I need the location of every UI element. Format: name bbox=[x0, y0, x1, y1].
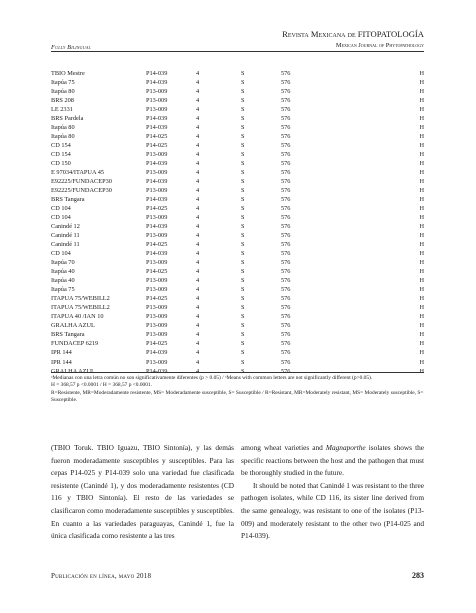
score-cell: 4 bbox=[196, 196, 200, 204]
table-row bbox=[51, 114, 424, 123]
variety-cell: Itapúa 80 bbox=[51, 124, 75, 132]
group-cell: H bbox=[419, 313, 424, 321]
h-statistic-cell: 576 bbox=[281, 124, 291, 132]
isolate-cell: P13-009 bbox=[146, 322, 168, 330]
table-note: H = 368,57 p <0.0001 / H = 368,57 p <0.0001. bbox=[51, 382, 152, 389]
reaction-cell: S bbox=[241, 169, 245, 177]
reaction-cell: S bbox=[241, 295, 245, 303]
isolate-cell: P14-039 bbox=[146, 367, 168, 375]
table-row bbox=[51, 276, 424, 285]
table-row bbox=[51, 240, 424, 249]
score-cell: 4 bbox=[196, 97, 200, 105]
variety-cell: BRS Tangara bbox=[51, 196, 85, 204]
group-cell: H bbox=[419, 151, 424, 159]
variety-cell: BRS Tangara bbox=[51, 331, 85, 339]
score-cell: 4 bbox=[196, 205, 200, 213]
isolate-cell: P14-039 bbox=[146, 70, 168, 77]
variety-cell: ITAPUA 75/WEBILL2 bbox=[51, 295, 110, 303]
isolate-cell: P13-009 bbox=[146, 187, 168, 195]
variety-cell: Itapúa 75 bbox=[51, 286, 75, 294]
body-column-left bbox=[51, 442, 234, 543]
paragraph bbox=[241, 442, 424, 480]
score-cell: 4 bbox=[196, 160, 200, 168]
h-statistic-cell: 576 bbox=[281, 295, 291, 303]
variety-cell: CD 104 bbox=[51, 250, 71, 258]
score-cell: 4 bbox=[196, 124, 200, 132]
reaction-cell: S bbox=[241, 268, 245, 276]
variety-cell: E92225/FUNDACEP30 bbox=[51, 187, 112, 195]
reaction-cell: S bbox=[241, 124, 245, 132]
table-notes bbox=[51, 375, 424, 405]
reaction-cell: S bbox=[241, 367, 245, 375]
table-row bbox=[51, 195, 424, 204]
reaction-cell: S bbox=[241, 196, 245, 204]
table-row bbox=[51, 87, 424, 96]
isolate-cell: P14-039 bbox=[146, 124, 168, 132]
table-row bbox=[51, 312, 424, 321]
score-cell: 4 bbox=[196, 232, 200, 240]
h-statistic-cell: 576 bbox=[281, 358, 291, 366]
variety-cell: TBIO Mestre bbox=[51, 70, 85, 77]
isolate-cell: P14-039 bbox=[146, 349, 168, 357]
variety-cell: IPR 144 bbox=[51, 358, 72, 366]
isolate-cell: P13-009 bbox=[146, 286, 168, 294]
reaction-cell: S bbox=[241, 313, 245, 321]
h-statistic-cell: 576 bbox=[281, 349, 291, 357]
group-cell: H bbox=[419, 259, 424, 267]
variety-cell: LE 2331 bbox=[51, 106, 73, 114]
variety-cell: Itapúa 40 bbox=[51, 268, 75, 276]
body-column-right bbox=[241, 442, 424, 543]
variety-cell: FUNDACEP 6219 bbox=[51, 340, 99, 348]
table-row bbox=[51, 168, 424, 177]
table-row bbox=[51, 204, 424, 213]
h-statistic-cell: 576 bbox=[281, 250, 291, 258]
table-row bbox=[51, 339, 424, 348]
h-statistic-cell: 576 bbox=[281, 331, 291, 339]
isolate-cell: P14-025 bbox=[146, 205, 168, 213]
h-statistic-cell: 576 bbox=[281, 88, 291, 96]
score-cell: 4 bbox=[196, 133, 200, 141]
reaction-cell: S bbox=[241, 115, 245, 123]
table-row bbox=[51, 186, 424, 195]
isolate-cell: P14-025 bbox=[146, 340, 168, 348]
score-cell: 4 bbox=[196, 88, 200, 96]
group-cell: H bbox=[419, 169, 424, 177]
variety-cell: Itapúa 40 bbox=[51, 277, 75, 285]
score-cell: 4 bbox=[196, 259, 200, 267]
group-cell: H bbox=[419, 160, 424, 168]
table-row bbox=[51, 348, 424, 357]
reaction-cell: S bbox=[241, 277, 245, 285]
isolate-cell: P14-025 bbox=[146, 295, 168, 303]
group-cell: H bbox=[419, 232, 424, 240]
h-statistic-cell: 576 bbox=[281, 205, 291, 213]
variety-cell: BRS Pardela bbox=[51, 115, 84, 123]
group-cell: H bbox=[419, 367, 424, 375]
table-row bbox=[51, 105, 424, 114]
isolate-cell: P14-025 bbox=[146, 133, 168, 141]
table-row bbox=[51, 132, 424, 141]
h-statistic-cell: 576 bbox=[281, 340, 291, 348]
table-row bbox=[51, 150, 424, 159]
score-cell: 4 bbox=[196, 340, 200, 348]
isolate-cell: P14-039 bbox=[146, 250, 168, 258]
h-statistic-cell: 576 bbox=[281, 259, 291, 267]
h-statistic-cell: 576 bbox=[281, 322, 291, 330]
score-cell: 4 bbox=[196, 115, 200, 123]
variety-cell: GRALHA AZUL bbox=[51, 322, 95, 330]
group-cell: H bbox=[419, 358, 424, 366]
table-row bbox=[51, 267, 424, 276]
reaction-cell: S bbox=[241, 205, 245, 213]
species-name: Magnaporthe bbox=[325, 443, 366, 452]
variety-cell: Canindé 12 bbox=[51, 223, 80, 231]
variety-cell: Itapúa 75 bbox=[51, 79, 75, 87]
group-cell: H bbox=[419, 349, 424, 357]
variety-cell: CD 150 bbox=[51, 160, 71, 168]
variety-cell: E92225/FUNDACEP30 bbox=[51, 178, 112, 186]
reaction-cell: S bbox=[241, 232, 245, 240]
table-row bbox=[51, 123, 424, 132]
group-cell: H bbox=[419, 295, 424, 303]
variety-cell: Canindé 11 bbox=[51, 232, 80, 240]
variety-cell: Itapúa 70 bbox=[51, 259, 75, 267]
table-row bbox=[51, 231, 424, 240]
variety-cell: CD 154 bbox=[51, 151, 71, 159]
table-row bbox=[51, 321, 424, 330]
group-cell: H bbox=[419, 106, 424, 114]
table-row bbox=[51, 159, 424, 168]
group-cell: H bbox=[419, 187, 424, 195]
table-note: ᵃMedianas con una letra común no son significativamente diferentes (p > 0.05) / ᵃMeans with common letters are not significantly different (p>0.05). bbox=[51, 375, 373, 381]
variety-cell: GRALHA AZUL bbox=[51, 367, 95, 375]
isolate-cell: P14-039 bbox=[146, 223, 168, 231]
results-table-body bbox=[51, 69, 424, 376]
journal-title-english: Mexican Journal of Phytopathology bbox=[335, 42, 424, 49]
score-cell: 4 bbox=[196, 187, 200, 195]
h-statistic-cell: 576 bbox=[281, 277, 291, 285]
score-cell: 4 bbox=[196, 277, 200, 285]
header-rule bbox=[51, 51, 424, 52]
table-row bbox=[51, 358, 424, 367]
h-statistic-cell: 576 bbox=[281, 70, 291, 77]
group-cell: H bbox=[419, 286, 424, 294]
group-cell: H bbox=[419, 97, 424, 105]
isolate-cell: P13-009 bbox=[146, 259, 168, 267]
page-number: 283 bbox=[412, 571, 424, 580]
reaction-cell: S bbox=[241, 304, 245, 312]
table-row bbox=[51, 294, 424, 303]
h-statistic-cell: 576 bbox=[281, 142, 291, 150]
h-statistic-cell: 576 bbox=[281, 151, 291, 159]
h-statistic-cell: 576 bbox=[281, 286, 291, 294]
h-statistic-cell: 576 bbox=[281, 79, 291, 87]
isolate-cell: P13-009 bbox=[146, 151, 168, 159]
group-cell: H bbox=[419, 88, 424, 96]
variety-cell: ITAPUA 40 /IAN 10 bbox=[51, 313, 104, 321]
group-cell: H bbox=[419, 124, 424, 132]
reaction-cell: S bbox=[241, 151, 245, 159]
h-statistic-cell: 576 bbox=[281, 178, 291, 186]
h-statistic-cell: 576 bbox=[281, 214, 291, 222]
reaction-cell: S bbox=[241, 142, 245, 150]
score-cell: 4 bbox=[196, 214, 200, 222]
table-row bbox=[51, 213, 424, 222]
variety-cell: CD 154 bbox=[51, 142, 71, 150]
table-row bbox=[51, 258, 424, 267]
h-statistic-cell: 576 bbox=[281, 106, 291, 114]
isolate-cell: P14-039 bbox=[146, 160, 168, 168]
table-row bbox=[51, 141, 424, 150]
score-cell: 4 bbox=[196, 313, 200, 321]
group-cell: H bbox=[419, 70, 424, 77]
reaction-cell: S bbox=[241, 70, 245, 77]
variety-cell: Canindé 11 bbox=[51, 241, 80, 249]
table-bottom-rule bbox=[51, 372, 424, 373]
h-statistic-cell: 576 bbox=[281, 367, 291, 375]
group-cell: H bbox=[419, 196, 424, 204]
h-statistic-cell: 576 bbox=[281, 232, 291, 240]
reaction-cell: S bbox=[241, 241, 245, 249]
reaction-cell: S bbox=[241, 223, 245, 231]
reaction-cell: S bbox=[241, 160, 245, 168]
table-row bbox=[51, 78, 424, 87]
group-cell: H bbox=[419, 322, 424, 330]
score-cell: 4 bbox=[196, 322, 200, 330]
h-statistic-cell: 576 bbox=[281, 115, 291, 123]
isolate-cell: P13-009 bbox=[146, 106, 168, 114]
h-statistic-cell: 576 bbox=[281, 196, 291, 204]
h-statistic-cell: 576 bbox=[281, 268, 291, 276]
isolate-cell: P13-009 bbox=[146, 97, 168, 105]
reaction-cell: S bbox=[241, 349, 245, 357]
running-header-left: Fully Bilingual bbox=[51, 44, 91, 51]
score-cell: 4 bbox=[196, 151, 200, 159]
score-cell: 4 bbox=[196, 241, 200, 249]
group-cell: H bbox=[419, 142, 424, 150]
isolate-cell: P13-009 bbox=[146, 169, 168, 177]
table-row bbox=[51, 96, 424, 105]
group-cell: H bbox=[419, 223, 424, 231]
reaction-cell: S bbox=[241, 286, 245, 294]
reaction-cell: S bbox=[241, 178, 245, 186]
table-row bbox=[51, 222, 424, 231]
variety-cell: Itapúa 80 bbox=[51, 133, 75, 141]
variety-cell: Itapúa 80 bbox=[51, 88, 75, 96]
group-cell: H bbox=[419, 205, 424, 213]
score-cell: 4 bbox=[196, 304, 200, 312]
isolate-cell: P14-039 bbox=[146, 178, 168, 186]
results-table bbox=[51, 69, 424, 376]
group-cell: H bbox=[419, 79, 424, 87]
score-cell: 4 bbox=[196, 142, 200, 150]
isolate-cell: P14-025 bbox=[146, 142, 168, 150]
variety-cell: CD 104 bbox=[51, 205, 71, 213]
score-cell: 4 bbox=[196, 70, 200, 77]
paragraph: (TBIO Toruk. TBIO Iguazu, TBIO Sintonía), y las demás fueron moderadamente susceptibles y susceptibles. Para las cepas P14-025 y P14-039 solo una variedad fue clasificada resistente (Canindé 1), y dos moderadamente resistentes (CD 116 y TBIO Sintonía). El resto de las variedades se clasificaron como moderadamente susceptibles y susceptibles. En cuanto a las variedades paraguayas, Canindé 1, fue la única clasificada como resistente a las tres bbox=[51, 443, 234, 541]
reaction-cell: S bbox=[241, 322, 245, 330]
score-cell: 4 bbox=[196, 367, 200, 375]
table-row bbox=[51, 177, 424, 186]
group-cell: H bbox=[419, 133, 424, 141]
reaction-cell: S bbox=[241, 340, 245, 348]
h-statistic-cell: 576 bbox=[281, 223, 291, 231]
group-cell: H bbox=[419, 178, 424, 186]
h-statistic-cell: 576 bbox=[281, 133, 291, 141]
h-statistic-cell: 576 bbox=[281, 241, 291, 249]
reaction-cell: S bbox=[241, 88, 245, 96]
text-span: isolates shows the specific reactions between the host and the pathogen that must be thoroughly studied in the future. bbox=[241, 443, 424, 478]
h-statistic-cell: 576 bbox=[281, 304, 291, 312]
isolate-cell: P14-025 bbox=[146, 241, 168, 249]
table-row bbox=[51, 285, 424, 294]
group-cell: H bbox=[419, 241, 424, 249]
isolate-cell: P13-009 bbox=[146, 277, 168, 285]
journal-header bbox=[282, 29, 424, 50]
group-cell: H bbox=[419, 340, 424, 348]
score-cell: 4 bbox=[196, 295, 200, 303]
reaction-cell: S bbox=[241, 106, 245, 114]
isolate-cell: P13-009 bbox=[146, 232, 168, 240]
h-statistic-cell: 576 bbox=[281, 169, 291, 177]
journal-title: Revista Mexicana de FITOPATOLOGÍA bbox=[282, 29, 424, 39]
group-cell: H bbox=[419, 250, 424, 258]
table-row bbox=[51, 69, 424, 78]
isolate-cell: P13-009 bbox=[146, 358, 168, 366]
h-statistic-cell: 576 bbox=[281, 160, 291, 168]
reaction-cell: S bbox=[241, 187, 245, 195]
isolate-cell: P13-009 bbox=[146, 304, 168, 312]
isolate-cell: P13-009 bbox=[146, 313, 168, 321]
table-row bbox=[51, 249, 424, 258]
footer-publication: Publicación en línea, mayo 2018 bbox=[51, 572, 152, 580]
variety-cell: IPR 144 bbox=[51, 349, 72, 357]
variety-cell: ITAPUA 75/WEBILL2 bbox=[51, 304, 110, 312]
table-row bbox=[51, 330, 424, 339]
reaction-cell: S bbox=[241, 358, 245, 366]
score-cell: 4 bbox=[196, 349, 200, 357]
table-note: R=Resistente, MR=Moderadamente resistente, MS= Moderadamente susceptible, S= Susceptible / R=Resistant, MR=Moderately resistant, MS= Moderately susceptible, S= Susceptible. bbox=[51, 389, 424, 404]
score-cell: 4 bbox=[196, 79, 200, 87]
isolate-cell: P13-009 bbox=[146, 331, 168, 339]
h-statistic-cell: 576 bbox=[281, 97, 291, 105]
isolate-cell: P14-039 bbox=[146, 115, 168, 123]
variety-cell: E 97034/ITAPUA 45 bbox=[51, 169, 105, 177]
isolate-cell: P13-009 bbox=[146, 88, 168, 96]
text-span: among wheat varieties and bbox=[241, 443, 326, 452]
group-cell: H bbox=[419, 331, 424, 339]
isolate-cell: P14-025 bbox=[146, 268, 168, 276]
group-cell: H bbox=[419, 214, 424, 222]
paragraph: It should be noted that Canindé 1 was resistant to the three pathogen isolates, while CD 116, its sister line derived from the same genealogy, was resistant to one of the isolates (P13-009) and moderately resistant to the other two (P14-025 and P14-039). bbox=[241, 480, 424, 541]
group-cell: H bbox=[419, 277, 424, 285]
variety-cell: BRS 208 bbox=[51, 97, 74, 105]
score-cell: 4 bbox=[196, 169, 200, 177]
reaction-cell: S bbox=[241, 97, 245, 105]
isolate-cell: P14-039 bbox=[146, 79, 168, 87]
reaction-cell: S bbox=[241, 259, 245, 267]
score-cell: 4 bbox=[196, 358, 200, 366]
group-cell: H bbox=[419, 115, 424, 123]
group-cell: H bbox=[419, 304, 424, 312]
reaction-cell: S bbox=[241, 250, 245, 258]
score-cell: 4 bbox=[196, 268, 200, 276]
table-row bbox=[51, 303, 424, 312]
reaction-cell: S bbox=[241, 331, 245, 339]
isolate-cell: P14-039 bbox=[146, 196, 168, 204]
h-statistic-cell: 576 bbox=[281, 187, 291, 195]
score-cell: 4 bbox=[196, 250, 200, 258]
reaction-cell: S bbox=[241, 214, 245, 222]
variety-cell: CD 104 bbox=[51, 214, 71, 222]
reaction-cell: S bbox=[241, 133, 245, 141]
h-statistic-cell: 576 bbox=[281, 313, 291, 321]
score-cell: 4 bbox=[196, 286, 200, 294]
score-cell: 4 bbox=[196, 178, 200, 186]
reaction-cell: S bbox=[241, 79, 245, 87]
score-cell: 4 bbox=[196, 223, 200, 231]
score-cell: 4 bbox=[196, 331, 200, 339]
isolate-cell: P13-009 bbox=[146, 214, 168, 222]
group-cell: H bbox=[419, 268, 424, 276]
score-cell: 4 bbox=[196, 106, 200, 114]
